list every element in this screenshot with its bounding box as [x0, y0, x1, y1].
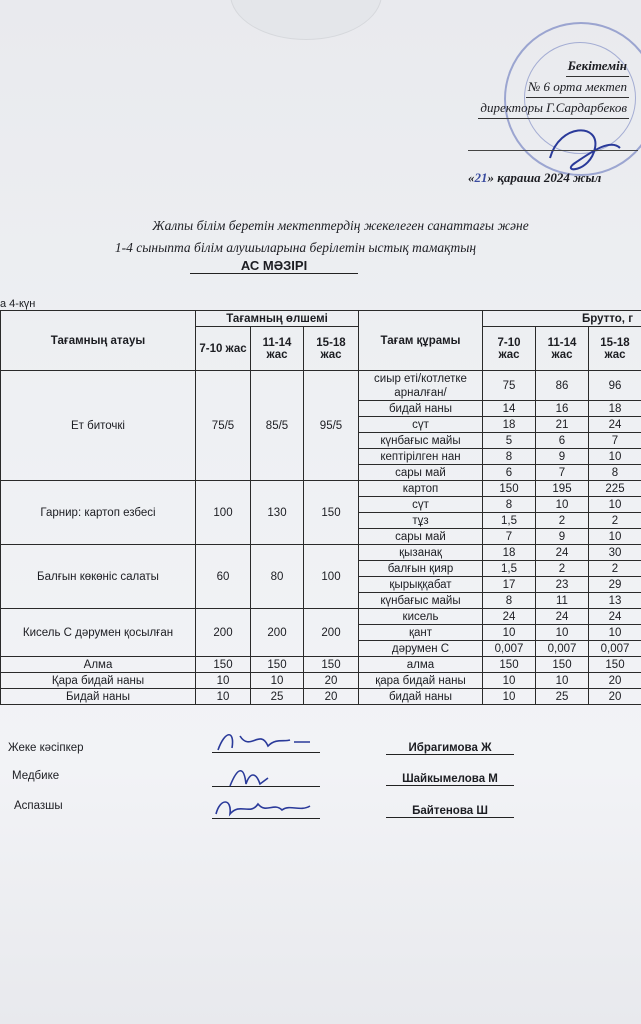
gross-cell: 14 — [483, 401, 536, 417]
gross-cell: 25 — [536, 689, 589, 705]
gross-cell: 6 — [483, 465, 536, 481]
gross-cell: 18 — [483, 417, 536, 433]
gross-cell: 7 — [536, 465, 589, 481]
gross-cell: 23 — [536, 577, 589, 593]
header-dish-name: Тағамның атауы — [1, 311, 196, 371]
gross-cell: 24 — [483, 609, 536, 625]
name-nurse: Шайкымелова М — [386, 773, 514, 786]
portion-cell: 150 — [304, 481, 359, 545]
gross-cell: 18 — [483, 545, 536, 561]
portion-cell: 20 — [304, 689, 359, 705]
table-row — [1, 481, 641, 497]
gross-cell: 24 — [536, 545, 589, 561]
gross-cell: 2 — [589, 561, 641, 577]
gross-cell: 20 — [589, 673, 641, 689]
gross-cell: 5 — [483, 433, 536, 449]
portion-cell: 100 — [304, 545, 359, 609]
gross-cell: 30 — [589, 545, 641, 561]
ingredient-name: сары май — [359, 529, 483, 545]
table-row — [1, 545, 641, 561]
gross-cell: 8 — [589, 465, 641, 481]
ingredient-name: картоп — [359, 481, 483, 497]
ingredient-name: күнбағыс майы — [359, 593, 483, 609]
director-signature — [540, 118, 630, 178]
title-line-1: Жалпы білім беретін мектептердің жекелеген санаттағы және — [152, 218, 529, 233]
gross-cell: 96 — [589, 371, 641, 401]
gross-cell: 8 — [483, 593, 536, 609]
gross-cell: 18 — [589, 401, 641, 417]
portion-cell: 150 — [304, 657, 359, 673]
gross-cell: 11 — [536, 593, 589, 609]
dish-name: Қара бидай наны — [1, 673, 196, 689]
table-row — [1, 673, 641, 689]
dish-name: Кисель С дәрумен қосылған — [1, 609, 196, 657]
gross-cell: 16 — [536, 401, 589, 417]
header-gross: Брутто, г — [483, 311, 641, 327]
gross-cell: 0,007 — [483, 641, 536, 657]
dish-name: Ет биточкі — [1, 371, 196, 481]
gross-cell: 21 — [536, 417, 589, 433]
ingredient-name: кисель — [359, 609, 483, 625]
dish-name: Бидай наны — [1, 689, 196, 705]
approval-block — [478, 56, 629, 119]
gross-cell: 9 — [536, 529, 589, 545]
ingredient-name: сүт — [359, 417, 483, 433]
gross-cell: 10 — [536, 625, 589, 641]
ingredient-name: кептірілген нан — [359, 449, 483, 465]
role-entrepreneur: Жеке кәсіпкер — [8, 742, 84, 754]
header-age-7-10: 7-10 жас — [196, 327, 251, 371]
gross-cell: 24 — [589, 417, 641, 433]
date-open-quote: « — [468, 170, 475, 185]
portion-cell: 200 — [196, 609, 251, 657]
portion-cell: 150 — [196, 657, 251, 673]
header-age-15-18: 15-18 жас — [304, 327, 359, 371]
header-age-11-14: 11-14 жас — [251, 327, 304, 371]
date-day: 21 — [474, 170, 488, 185]
gross-cell: 8 — [483, 449, 536, 465]
gross-cell: 150 — [589, 657, 641, 673]
ingredient-name: сары май — [359, 465, 483, 481]
ingredient-name: күнбағыс майы — [359, 433, 483, 449]
approval-date — [468, 170, 601, 186]
ingredient-name: қант — [359, 625, 483, 641]
dish-name: Балғын көкөніс салаты — [1, 545, 196, 609]
approval-school: № 6 орта мектеп — [526, 77, 629, 98]
gross-cell: 7 — [589, 433, 641, 449]
header-gross-15-18: 15-18 жас — [589, 327, 641, 371]
portion-cell: 200 — [251, 609, 304, 657]
portion-cell: 60 — [196, 545, 251, 609]
gross-cell: 2 — [589, 513, 641, 529]
name-cook: Байтенова Ш — [386, 805, 514, 818]
date-rest: » қараша 2024 жыл — [487, 170, 602, 185]
ingredient-name: қара бидай наны — [359, 673, 483, 689]
gross-cell: 10 — [483, 625, 536, 641]
header-composition: Тағам құрамы — [359, 311, 483, 371]
portion-cell: 130 — [251, 481, 304, 545]
ingredient-name: қырыққабат — [359, 577, 483, 593]
gross-cell: 225 — [589, 481, 641, 497]
header-portion: Тағамның өлшемі — [196, 311, 359, 327]
gross-cell: 6 — [536, 433, 589, 449]
gross-cell: 20 — [589, 689, 641, 705]
gross-cell: 10 — [589, 449, 641, 465]
gross-cell: 9 — [536, 449, 589, 465]
ingredient-name: бидай наны — [359, 401, 483, 417]
approval-director: директоры Г.Сардарбеков — [478, 98, 629, 119]
menu-table — [0, 310, 641, 705]
dish-name: Гарнир: картоп езбесі — [1, 481, 196, 545]
portion-cell: 75/5 — [196, 371, 251, 481]
ingredient-name: қызанақ — [359, 545, 483, 561]
table-row — [1, 371, 641, 401]
portion-cell: 10 — [196, 689, 251, 705]
ingredient-name: балғын қияр — [359, 561, 483, 577]
portion-cell: 150 — [251, 657, 304, 673]
portion-cell: 100 — [196, 481, 251, 545]
dish-name: Алма — [1, 657, 196, 673]
name-entrepreneur: Ибрагимова Ж — [386, 742, 514, 755]
gross-cell: 150 — [536, 657, 589, 673]
portion-cell: 95/5 — [304, 371, 359, 481]
ingredient-name: алма — [359, 657, 483, 673]
gross-cell: 17 — [483, 577, 536, 593]
gross-cell: 1,5 — [483, 561, 536, 577]
gross-cell: 86 — [536, 371, 589, 401]
gross-cell: 2 — [536, 561, 589, 577]
header-gross-7-10: 7-10 жас — [483, 327, 536, 371]
gross-cell: 7 — [483, 529, 536, 545]
approval-title: Бекітемін — [566, 56, 629, 77]
gross-cell: 10 — [536, 673, 589, 689]
menu-body — [1, 371, 641, 705]
ingredient-name: дәрумен С — [359, 641, 483, 657]
table-row — [1, 657, 641, 673]
nurse-signature — [210, 762, 320, 790]
header-gross-11-14: 11-14 жас — [536, 327, 589, 371]
gross-cell: 1,5 — [483, 513, 536, 529]
title-line-2: 1-4 сыныпта білім алушыларына берілетін ыстық тамақтың — [114, 240, 477, 255]
gross-cell: 150 — [483, 481, 536, 497]
gross-cell: 10 — [536, 497, 589, 513]
gross-cell: 24 — [536, 609, 589, 625]
gross-cell: 0,007 — [589, 641, 641, 657]
gross-cell: 8 — [483, 497, 536, 513]
gross-cell: 75 — [483, 371, 536, 401]
day-label: а 4-күн — [0, 298, 36, 310]
table-row — [1, 609, 641, 625]
table-row — [1, 689, 641, 705]
ingredient-name: бидай наны — [359, 689, 483, 705]
gross-cell: 10 — [589, 529, 641, 545]
portion-cell: 85/5 — [251, 371, 304, 481]
cook-signature — [210, 794, 320, 822]
gross-cell: 29 — [589, 577, 641, 593]
signature-line — [468, 150, 638, 151]
portion-cell: 10 — [196, 673, 251, 689]
portion-cell: 25 — [251, 689, 304, 705]
gross-cell: 10 — [483, 673, 536, 689]
role-cook: Аспазшы — [14, 800, 63, 812]
ingredient-name: тұз — [359, 513, 483, 529]
portion-cell: 200 — [304, 609, 359, 657]
gross-cell: 150 — [483, 657, 536, 673]
portion-cell: 20 — [304, 673, 359, 689]
gross-cell: 10 — [589, 625, 641, 641]
gross-cell: 24 — [589, 609, 641, 625]
portion-cell: 80 — [251, 545, 304, 609]
menu-heading: АС МӘЗІРІ — [190, 258, 358, 274]
gross-cell: 2 — [536, 513, 589, 529]
gross-cell: 195 — [536, 481, 589, 497]
role-nurse: Медбике — [12, 770, 60, 782]
entrepreneur-signature — [210, 728, 320, 756]
gross-cell: 13 — [589, 593, 641, 609]
gross-cell: 0,007 — [536, 641, 589, 657]
ingredient-name: сиыр еті/котлетке арналған/ — [359, 371, 483, 401]
portion-cell: 10 — [251, 673, 304, 689]
gross-cell: 10 — [589, 497, 641, 513]
ingredient-name: сүт — [359, 497, 483, 513]
gross-cell: 10 — [483, 689, 536, 705]
